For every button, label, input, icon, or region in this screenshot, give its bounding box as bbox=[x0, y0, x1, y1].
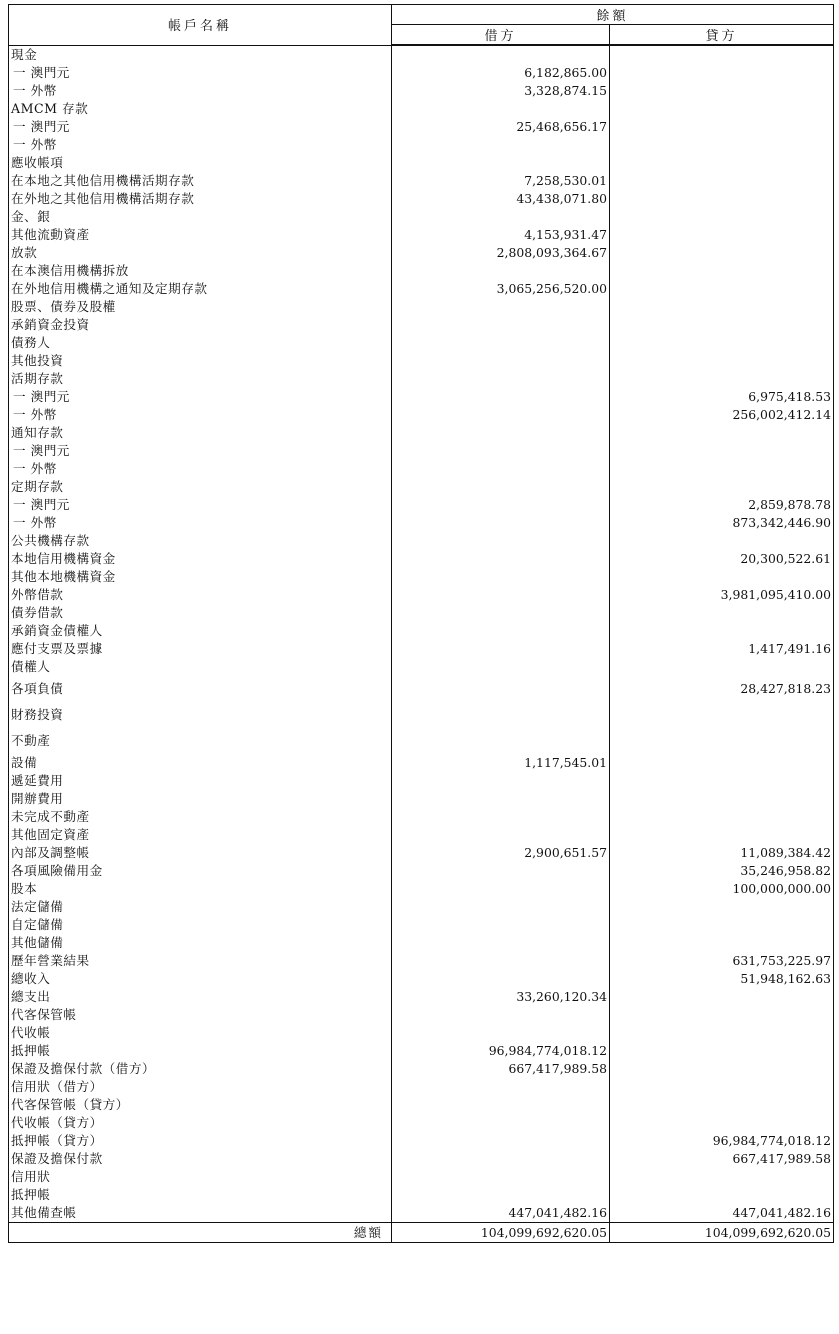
credit-cell bbox=[610, 334, 834, 352]
credit-cell bbox=[610, 988, 834, 1006]
credit-cell bbox=[610, 1024, 834, 1042]
account-name-cell: AMCM 存款 bbox=[9, 100, 392, 118]
account-name-cell: 法定儲備 bbox=[9, 898, 392, 916]
credit-cell bbox=[610, 568, 834, 586]
account-name-cell: 內部及調整帳 bbox=[9, 844, 392, 862]
total-row bbox=[9, 1223, 834, 1243]
credit-cell bbox=[610, 424, 834, 442]
debit-cell bbox=[392, 388, 610, 406]
table-row bbox=[9, 118, 834, 136]
account-name-cell: 抵押帳（貸方） bbox=[9, 1132, 392, 1150]
debit-cell bbox=[392, 808, 610, 826]
account-name-cell: 遞延費用 bbox=[9, 772, 392, 790]
account-name-cell: 開辦費用 bbox=[9, 790, 392, 808]
credit-cell bbox=[610, 790, 834, 808]
debit-cell: 6,182,865.00 bbox=[392, 64, 610, 82]
total-credit: 104,099,692,620.05 bbox=[610, 1223, 834, 1243]
table-row bbox=[9, 1024, 834, 1042]
account-name-cell: 債權人 bbox=[9, 658, 392, 676]
debit-cell bbox=[392, 772, 610, 790]
account-name-cell: 外幣借款 bbox=[9, 586, 392, 604]
account-name-cell: 承銷資金投資 bbox=[9, 316, 392, 334]
table-row bbox=[9, 1006, 834, 1024]
credit-cell: 3,981,095,410.00 bbox=[610, 586, 834, 604]
account-name-cell: 通知存款 bbox=[9, 424, 392, 442]
account-rows bbox=[9, 45, 834, 1223]
account-name-cell: 保證及擔保付款 bbox=[9, 1150, 392, 1168]
table-row bbox=[9, 424, 834, 442]
table-row bbox=[9, 532, 834, 550]
table-row bbox=[9, 190, 834, 208]
account-name-cell: 其他流動資產 bbox=[9, 226, 392, 244]
debit-cell: 3,328,874.15 bbox=[392, 82, 610, 100]
account-name-cell: 一 外幣 bbox=[9, 136, 392, 154]
table-row bbox=[9, 262, 834, 280]
table-row bbox=[9, 64, 834, 82]
debit-cell bbox=[392, 586, 610, 604]
account-name-cell: 一 外幣 bbox=[9, 514, 392, 532]
table-row bbox=[9, 370, 834, 388]
table-row bbox=[9, 208, 834, 226]
account-name-cell: 設備 bbox=[9, 754, 392, 772]
table-row bbox=[9, 298, 834, 316]
table-row bbox=[9, 1042, 834, 1060]
account-name-cell: 信用狀 bbox=[9, 1168, 392, 1186]
credit-cell bbox=[610, 1006, 834, 1024]
table-row bbox=[9, 826, 834, 844]
debit-cell: 25,468,656.17 bbox=[392, 118, 610, 136]
credit-cell bbox=[610, 916, 834, 934]
account-name-cell: 放款 bbox=[9, 244, 392, 262]
debit-cell bbox=[392, 880, 610, 898]
table-header bbox=[9, 5, 834, 46]
account-name-cell: 一 外幣 bbox=[9, 406, 392, 424]
debit-cell bbox=[392, 952, 610, 970]
debit-cell bbox=[392, 1186, 610, 1204]
credit-cell bbox=[610, 702, 834, 728]
debit-cell: 667,417,989.58 bbox=[392, 1060, 610, 1078]
credit-cell bbox=[610, 460, 834, 478]
credit-cell: 51,948,162.63 bbox=[610, 970, 834, 988]
account-name-cell: 代收帳 bbox=[9, 1024, 392, 1042]
debit-cell bbox=[392, 916, 610, 934]
debit-cell bbox=[392, 676, 610, 702]
table-row bbox=[9, 1168, 834, 1186]
credit-cell bbox=[610, 172, 834, 190]
debit-cell bbox=[392, 622, 610, 640]
credit-cell bbox=[610, 604, 834, 622]
debit-cell: 7,258,530.01 bbox=[392, 172, 610, 190]
account-name-cell: 未完成不動產 bbox=[9, 808, 392, 826]
credit-cell bbox=[610, 45, 834, 64]
account-name-cell: 一 澳門元 bbox=[9, 388, 392, 406]
table-row bbox=[9, 934, 834, 952]
credit-cell: 667,417,989.58 bbox=[610, 1150, 834, 1168]
table-row bbox=[9, 844, 834, 862]
table-row bbox=[9, 1132, 834, 1150]
account-name-cell: 各項負債 bbox=[9, 676, 392, 702]
account-name-cell: 定期存款 bbox=[9, 478, 392, 496]
table-row bbox=[9, 550, 834, 568]
table-row bbox=[9, 658, 834, 676]
debit-cell bbox=[392, 442, 610, 460]
credit-cell bbox=[610, 622, 834, 640]
table-row bbox=[9, 406, 834, 424]
debit-cell bbox=[392, 370, 610, 388]
table-row bbox=[9, 172, 834, 190]
account-name-cell: 金、銀 bbox=[9, 208, 392, 226]
account-name-cell: 在本地之其他信用機構活期存款 bbox=[9, 172, 392, 190]
debit-cell bbox=[392, 702, 610, 728]
credit-cell: 100,000,000.00 bbox=[610, 880, 834, 898]
debit-cell bbox=[392, 1078, 610, 1096]
debit-cell bbox=[392, 262, 610, 280]
table-row bbox=[9, 82, 834, 100]
account-name-cell: 財務投資 bbox=[9, 702, 392, 728]
table-row bbox=[9, 754, 834, 772]
account-name-cell: 各項風險備用金 bbox=[9, 862, 392, 880]
account-name-cell: 其他投資 bbox=[9, 352, 392, 370]
table-row bbox=[9, 640, 834, 658]
debit-cell bbox=[392, 208, 610, 226]
debit-cell: 4,153,931.47 bbox=[392, 226, 610, 244]
table-row bbox=[9, 1078, 834, 1096]
credit-cell: 11,089,384.42 bbox=[610, 844, 834, 862]
table-row bbox=[9, 952, 834, 970]
credit-cell bbox=[610, 1060, 834, 1078]
debit-cell bbox=[392, 790, 610, 808]
account-name-cell: 活期存款 bbox=[9, 370, 392, 388]
credit-cell: 6,975,418.53 bbox=[610, 388, 834, 406]
debit-cell bbox=[392, 728, 610, 754]
account-name-cell: 保證及擔保付款（借方） bbox=[9, 1060, 392, 1078]
balance-sheet bbox=[8, 4, 833, 1243]
credit-cell bbox=[610, 1168, 834, 1186]
account-name-cell: 現金 bbox=[9, 45, 392, 64]
debit-cell bbox=[392, 514, 610, 532]
credit-cell: 256,002,412.14 bbox=[610, 406, 834, 424]
table-row bbox=[9, 568, 834, 586]
credit-cell: 873,342,446.90 bbox=[610, 514, 834, 532]
debit-cell: 2,808,093,364.67 bbox=[392, 244, 610, 262]
account-name-cell: 一 澳門元 bbox=[9, 442, 392, 460]
account-balance-table bbox=[8, 4, 834, 1243]
debit-cell bbox=[392, 316, 610, 334]
credit-cell bbox=[610, 808, 834, 826]
account-name-cell: 代客保管帳（貸方） bbox=[9, 1096, 392, 1114]
credit-cell: 447,041,482.16 bbox=[610, 1204, 834, 1223]
credit-cell bbox=[610, 226, 834, 244]
debit-cell: 447,041,482.16 bbox=[392, 1204, 610, 1223]
debit-cell: 96,984,774,018.12 bbox=[392, 1042, 610, 1060]
credit-cell: 2,859,878.78 bbox=[610, 496, 834, 514]
account-name-cell: 其他本地機構資金 bbox=[9, 568, 392, 586]
credit-cell: 1,417,491.16 bbox=[610, 640, 834, 658]
table-row bbox=[9, 622, 834, 640]
account-name-cell: 總收入 bbox=[9, 970, 392, 988]
credit-cell bbox=[610, 298, 834, 316]
debit-cell bbox=[392, 1024, 610, 1042]
account-name-cell: 承銷資金債權人 bbox=[9, 622, 392, 640]
credit-cell bbox=[610, 728, 834, 754]
account-name-cell: 在本澳信用機構拆放 bbox=[9, 262, 392, 280]
account-name-cell: 自定儲備 bbox=[9, 916, 392, 934]
credit-cell bbox=[610, 826, 834, 844]
credit-cell bbox=[610, 532, 834, 550]
debit-cell bbox=[392, 862, 610, 880]
account-name-cell: 應付支票及票據 bbox=[9, 640, 392, 658]
table-row bbox=[9, 676, 834, 702]
account-name-cell: 歷年營業結果 bbox=[9, 952, 392, 970]
table-row bbox=[9, 496, 834, 514]
table-row bbox=[9, 1060, 834, 1078]
credit-cell bbox=[610, 1114, 834, 1132]
debit-cell bbox=[392, 424, 610, 442]
table-row bbox=[9, 316, 834, 334]
debit-cell bbox=[392, 658, 610, 676]
account-name-cell: 股票、債券及股權 bbox=[9, 298, 392, 316]
table-row bbox=[9, 1150, 834, 1168]
debit-cell bbox=[392, 460, 610, 478]
table-row bbox=[9, 728, 834, 754]
account-name-cell: 一 澳門元 bbox=[9, 496, 392, 514]
table-row bbox=[9, 772, 834, 790]
credit-cell bbox=[610, 1078, 834, 1096]
total-label: 總額 bbox=[9, 1223, 392, 1243]
debit-cell bbox=[392, 1114, 610, 1132]
account-name-cell: 本地信用機構資金 bbox=[9, 550, 392, 568]
credit-cell bbox=[610, 934, 834, 952]
debit-cell bbox=[392, 532, 610, 550]
credit-cell bbox=[610, 898, 834, 916]
debit-cell bbox=[392, 1150, 610, 1168]
table-row bbox=[9, 460, 834, 478]
account-name-cell: 公共機構存款 bbox=[9, 532, 392, 550]
table-row bbox=[9, 514, 834, 532]
account-name-cell: 抵押帳 bbox=[9, 1042, 392, 1060]
account-name-header: 帳戶名稱 bbox=[9, 5, 392, 46]
debit-cell bbox=[392, 1132, 610, 1150]
table-row bbox=[9, 244, 834, 262]
table-row bbox=[9, 702, 834, 728]
credit-cell: 631,753,225.97 bbox=[610, 952, 834, 970]
account-name-cell: 總支出 bbox=[9, 988, 392, 1006]
account-name-cell: 抵押帳 bbox=[9, 1186, 392, 1204]
table-row bbox=[9, 970, 834, 988]
account-name-cell: 一 外幣 bbox=[9, 82, 392, 100]
credit-cell bbox=[610, 1096, 834, 1114]
credit-cell bbox=[610, 244, 834, 262]
credit-cell: 28,427,818.23 bbox=[610, 676, 834, 702]
debit-cell bbox=[392, 154, 610, 172]
debit-cell bbox=[392, 478, 610, 496]
table-row bbox=[9, 604, 834, 622]
credit-cell bbox=[610, 280, 834, 298]
table-row bbox=[9, 1114, 834, 1132]
debit-cell bbox=[392, 45, 610, 64]
table-row bbox=[9, 352, 834, 370]
debit-cell bbox=[392, 406, 610, 424]
table-row bbox=[9, 1186, 834, 1204]
account-name-cell: 代收帳（貸方） bbox=[9, 1114, 392, 1132]
account-name-cell: 一 外幣 bbox=[9, 460, 392, 478]
debit-header: 借方 bbox=[392, 25, 610, 46]
account-name-cell: 股本 bbox=[9, 880, 392, 898]
debit-cell bbox=[392, 970, 610, 988]
credit-cell bbox=[610, 442, 834, 460]
account-name-cell: 不動產 bbox=[9, 728, 392, 754]
account-name-cell: 其他備查帳 bbox=[9, 1204, 392, 1223]
total-debit: 104,099,692,620.05 bbox=[392, 1223, 610, 1243]
credit-cell bbox=[610, 478, 834, 496]
debit-cell: 1,117,545.01 bbox=[392, 754, 610, 772]
debit-cell bbox=[392, 334, 610, 352]
credit-cell bbox=[610, 136, 834, 154]
table-row bbox=[9, 790, 834, 808]
credit-cell bbox=[610, 754, 834, 772]
debit-cell: 43,438,071.80 bbox=[392, 190, 610, 208]
table-row bbox=[9, 280, 834, 298]
account-name-cell: 一 澳門元 bbox=[9, 118, 392, 136]
credit-cell bbox=[610, 118, 834, 136]
credit-cell: 20,300,522.61 bbox=[610, 550, 834, 568]
table-row bbox=[9, 478, 834, 496]
debit-cell bbox=[392, 496, 610, 514]
account-name-cell: 債務人 bbox=[9, 334, 392, 352]
credit-cell bbox=[610, 208, 834, 226]
credit-cell bbox=[610, 1186, 834, 1204]
table-row bbox=[9, 988, 834, 1006]
debit-cell bbox=[392, 100, 610, 118]
credit-header: 貸方 bbox=[610, 25, 834, 46]
debit-cell bbox=[392, 298, 610, 316]
debit-cell: 3,065,256,520.00 bbox=[392, 280, 610, 298]
table-row bbox=[9, 388, 834, 406]
credit-cell bbox=[610, 190, 834, 208]
debit-cell bbox=[392, 604, 610, 622]
account-name-cell: 其他固定資產 bbox=[9, 826, 392, 844]
table-row bbox=[9, 226, 834, 244]
credit-cell bbox=[610, 658, 834, 676]
account-name-cell: 一 澳門元 bbox=[9, 64, 392, 82]
table-row bbox=[9, 442, 834, 460]
credit-cell: 35,246,958.82 bbox=[610, 862, 834, 880]
debit-cell bbox=[392, 1168, 610, 1186]
debit-cell bbox=[392, 136, 610, 154]
table-row bbox=[9, 898, 834, 916]
balance-header: 餘額 bbox=[392, 5, 834, 25]
account-name-cell: 代客保管帳 bbox=[9, 1006, 392, 1024]
account-name-cell: 應收帳項 bbox=[9, 154, 392, 172]
account-name-cell: 在外地之其他信用機構活期存款 bbox=[9, 190, 392, 208]
table-row bbox=[9, 586, 834, 604]
table-row bbox=[9, 1096, 834, 1114]
debit-cell bbox=[392, 898, 610, 916]
table-row bbox=[9, 45, 834, 64]
account-name-cell: 債券借款 bbox=[9, 604, 392, 622]
credit-cell bbox=[610, 82, 834, 100]
table-row bbox=[9, 880, 834, 898]
account-name-cell: 在外地信用機構之通知及定期存款 bbox=[9, 280, 392, 298]
credit-cell bbox=[610, 64, 834, 82]
credit-cell bbox=[610, 154, 834, 172]
debit-cell bbox=[392, 568, 610, 586]
credit-cell bbox=[610, 370, 834, 388]
debit-cell bbox=[392, 1096, 610, 1114]
credit-cell bbox=[610, 352, 834, 370]
table-row bbox=[9, 808, 834, 826]
debit-cell bbox=[392, 934, 610, 952]
debit-cell bbox=[392, 352, 610, 370]
table-row bbox=[9, 1204, 834, 1223]
credit-cell: 96,984,774,018.12 bbox=[610, 1132, 834, 1150]
debit-cell bbox=[392, 550, 610, 568]
debit-cell: 33,260,120.34 bbox=[392, 988, 610, 1006]
debit-cell bbox=[392, 640, 610, 658]
table-row bbox=[9, 100, 834, 118]
credit-cell bbox=[610, 100, 834, 118]
table-row bbox=[9, 136, 834, 154]
debit-cell: 2,900,651.57 bbox=[392, 844, 610, 862]
table-row bbox=[9, 154, 834, 172]
table-row bbox=[9, 916, 834, 934]
credit-cell bbox=[610, 262, 834, 280]
debit-cell bbox=[392, 826, 610, 844]
credit-cell bbox=[610, 1042, 834, 1060]
credit-cell bbox=[610, 772, 834, 790]
table-row bbox=[9, 862, 834, 880]
account-name-cell: 信用狀（借方） bbox=[9, 1078, 392, 1096]
credit-cell bbox=[610, 316, 834, 334]
account-name-cell: 其他儲備 bbox=[9, 934, 392, 952]
debit-cell bbox=[392, 1006, 610, 1024]
table-row bbox=[9, 334, 834, 352]
